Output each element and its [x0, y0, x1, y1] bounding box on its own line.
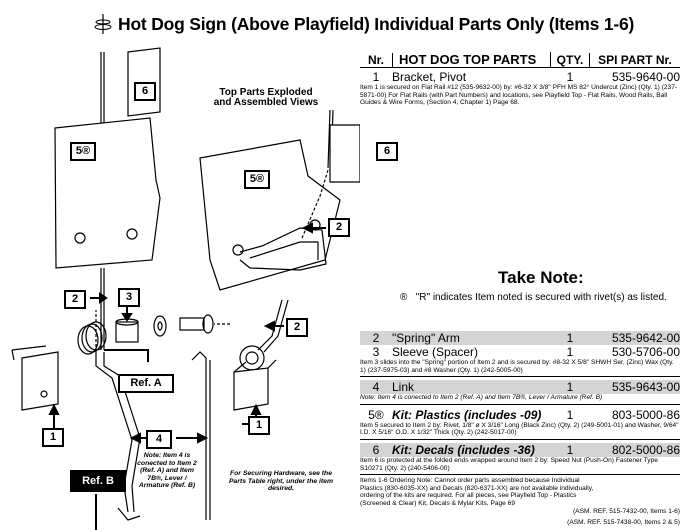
views-label	[196, 88, 336, 108]
item-qty: 1	[566, 70, 574, 84]
ref-a-label: Ref. A	[118, 374, 174, 393]
item-desc: Sleeve (Spacer)	[392, 345, 479, 359]
callout-1-exploded: 1	[42, 428, 64, 447]
callout-1-assembled: 1	[248, 416, 270, 435]
callout-6-exploded: 6	[134, 82, 156, 101]
header-part: SPI PART Nr.	[598, 53, 672, 67]
item-desc: Kit: Decals (includes -36)	[392, 442, 535, 457]
callout-2-assembled-upper: 2	[328, 218, 350, 237]
table-header	[360, 52, 680, 68]
take-note-heading: Take Note:	[498, 268, 584, 287]
table-row	[360, 408, 680, 422]
page-title: Hot Dog Sign (Above Playfield) Individual Parts Only (Items 1-6)	[118, 14, 635, 34]
item-nr: 4	[372, 380, 380, 395]
header-desc: HOT DOG TOP PARTS	[393, 52, 551, 67]
item-qty: 1	[566, 345, 574, 359]
item-note: Item 3 slides into the "Spring" portion of Item 2 and is secured by: #8-32 X 5/8" SHWH Ser. (Zinc) Wax (Qty. 1) (237-5975-03) and #8 Washer (Qty. 1) (242-5005-00)	[360, 359, 680, 377]
callout-5-exploded: 5®	[70, 142, 96, 161]
table-row	[360, 443, 680, 457]
item-part: 535-9643-00	[611, 380, 680, 395]
item-desc: "Spring" Arm	[392, 331, 460, 345]
table-row	[360, 345, 680, 359]
item-part: 530-5706-00	[611, 345, 680, 359]
callout-3-exploded: 3	[118, 288, 140, 307]
callout-5-assembled: 5®	[244, 170, 270, 189]
item-note: Item 5 secured to Item 2 by: Rivet, 1/8" ø X 3/16" Long (Black Zinc) (Qty. 2) (249-5001-01) and Washer, 9/64" I.D. X 5/16" O.D. X 1/32" Thick (Qty. 2) (242-5017-00)	[360, 422, 680, 440]
header-qty: QTY.	[551, 53, 590, 67]
parts-table-bottom	[360, 331, 680, 515]
item-note: Item 6 is protected at the folded ends wrapped around Item 2 by: Speed Nut (Push-On) Fastener Type S10271 (Qty. 2) (240-5406-00)	[360, 457, 680, 475]
callout-2-assembled-lower: 2	[286, 318, 308, 337]
take-note-line	[400, 292, 667, 303]
hardware-note: For Securing Hardware, see the Parts Table right, under the item desired.	[229, 470, 333, 493]
callout-6-assembled: 6	[376, 142, 398, 161]
item-part: 803-5000-86	[611, 407, 680, 422]
item-note: Item 1 is secured on Flat Rail #12 (535-9632-00) by: #6-32 X 3/8" PFH MS 82° Undercut (Zinc) (Qty. 1) (237-5871-00) For Flat Rails (with Part Numbers) and locations, see Playfield Top - Flat Rails, Wood Rails, Ball Guides & Wire Forms, (Section 4, Chapter 1) Page 68.	[360, 84, 678, 107]
item-part: 802-5000-86	[611, 442, 680, 457]
asm-ref-2: (ASM. REF. 515-7438-00, Items 2 & 5)	[567, 519, 680, 526]
item-qty: 1	[566, 331, 574, 345]
table-row	[360, 70, 680, 84]
ref-b-label: Ref. B	[70, 470, 126, 492]
item-desc: Bracket, Pivot	[392, 70, 467, 84]
item-part: 535-9642-00	[611, 331, 680, 345]
item-nr: 5®	[368, 407, 384, 422]
callout-4-exploded: 4	[146, 430, 172, 449]
ordering-note: Items 1-6 Ordering Note: Cannot order parts assembled because Individual Plastics (830-6035-XX) and Decals (820-6371-XX) are not available individually, ordering of the kits are required. For all pieces, see Playfield Top - Plastics (Screened & Clear) Kit, Decals & Mylar Kits, Page 69	[360, 477, 594, 507]
item-nr: 6	[372, 442, 380, 457]
table-row	[360, 331, 680, 345]
rivet-symbol: ®	[400, 292, 408, 303]
link-note: Note: Item 4 is conected to Item 2 (Ref. A) and Item 7B®, Lever / Armature (Ref. B)	[137, 452, 197, 490]
header-nr: Nr.	[360, 53, 393, 67]
item-qty: 1	[566, 380, 574, 395]
parts-table-top	[360, 52, 680, 107]
views-label-line-1: Top Parts Exploded	[219, 87, 313, 98]
item-nr: 1	[372, 70, 380, 84]
item-qty: 1	[566, 442, 574, 457]
table-row	[360, 380, 680, 394]
item-desc: Kit: Plastics (includes -09)	[392, 407, 542, 422]
asm-ref-1: (ASM. REF. 515-7432-00, Items 1-6)	[572, 507, 680, 515]
callout-2-exploded: 2	[64, 290, 86, 309]
item-nr: 2	[372, 331, 380, 345]
item-part: 535-9640-00	[611, 70, 680, 84]
item-desc: Link	[392, 380, 415, 395]
item-qty: 1	[566, 407, 574, 422]
item-nr: 3	[372, 345, 380, 359]
take-note-text: "R" indicates Item noted is secured with rivet(s) as listed.	[415, 292, 667, 303]
item-note: Note: Item 4 is conected to Item 2 (Ref. A) and Item 7B®, Lever / Armature (Ref. B)	[360, 394, 680, 405]
views-label-line-2: and Assembled Views	[213, 97, 319, 108]
